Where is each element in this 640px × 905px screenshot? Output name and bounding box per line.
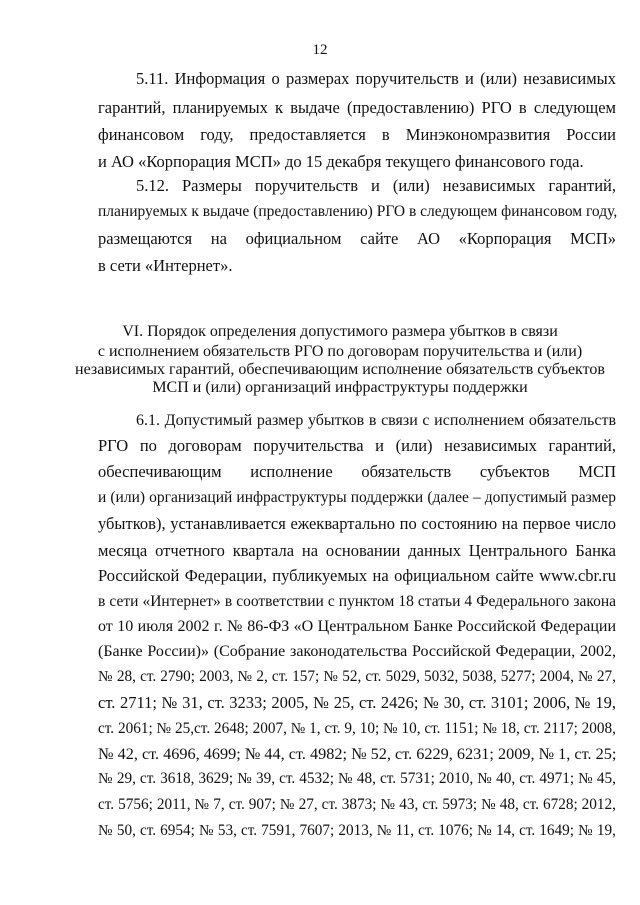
- paragraph-6-1-line: № 28, ст. 2790; 2003, № 2, ст. 157; № 52, ст. 5029, 5032, 5038, 5277; 2004, № 27,: [98, 668, 616, 685]
- paragraph-5-11-line: 5.11. Информация о размерах поручительств и (или) независимых: [136, 69, 616, 88]
- paragraph-6-1-line: ст. 5756; 2011, № 7, ст. 907; № 27, ст. 3873; № 43, ст. 5973; № 48, ст. 6728; 2012,: [98, 796, 616, 813]
- paragraph-5-12-line: планируемых к выдаче (предоставлению) РГО в следующем финансовом году,: [98, 203, 618, 220]
- paragraph-6-1-line: № 50, ст. 6954; № 53, ст. 7591, 7607; 2013, № 11, ст. 1076; № 14, ст. 1649; № 19,: [98, 822, 616, 839]
- chapter-heading-line: МСП и (или) организаций инфраструктуры поддержки: [152, 379, 528, 396]
- paragraph-6-1-line: Российской Федерации, публикуемых на официальном сайте www.cbr.ru: [98, 566, 616, 585]
- paragraph-6-1-line: от 10 июля 2002 г. № 86-ФЗ «О Центральном Банке Российской Федерации: [98, 618, 616, 635]
- paragraph-6-1-line: ст. 2711; № 31, ст. 3233; 2005, № 25, ст. 2426; № 30, ст. 3101; 2006, № 19,: [98, 693, 616, 712]
- chapter-heading-line: независимых гарантий, обеспечивающим исполнение обязательств субъектов: [75, 361, 605, 378]
- page-number: 12: [312, 42, 328, 58]
- paragraph-6-1-line: обеспечивающим исполнение обязательств субъектов МСП: [98, 462, 616, 481]
- chapter-heading-line: с исполнением обязательств РГО по договорам поручительства и (или): [97, 343, 583, 360]
- chapter-heading-line: VI. Порядок определения допустимого размера убытков в связи: [122, 323, 558, 340]
- paragraph-6-1-line: убытков), устанавливается ежеквартально по состоянию на первое число: [98, 514, 616, 533]
- paragraph-6-1-line: ст. 2061; № 25,ст. 2648; 2007, № 1, ст. 9, 10; № 10, ст. 1151; № 18, ст. 2117; 2008,: [98, 720, 616, 737]
- paragraph-6-1-line: месяца отчетного квартала на основании данных Центрального Банка: [98, 541, 616, 560]
- paragraph-6-1-line: 6.1. Допустимый размер убытков в связи с исполнением обязательств: [136, 412, 616, 429]
- paragraph-5-11-line: гарантий, планируемых к выдаче (предоставлению) РГО в следующем: [98, 98, 616, 117]
- paragraph-5-11-line: и АО «Корпорация МСП» до 15 декабря текущего финансового года.: [98, 152, 584, 171]
- paragraph-5-12-line: 5.12. Размеры поручительств и (или) независимых гарантий,: [136, 176, 616, 195]
- paragraph-5-12-line: в сети «Интернет».: [98, 256, 233, 275]
- paragraph-6-1-line: (Банке России)» (Собрание законодательства Российской Федерации, 2002,: [98, 643, 616, 660]
- paragraph-6-1-line: и (или) организаций инфраструктуры поддержки (далее – допустимый размер: [98, 489, 616, 506]
- paragraph-6-1-line: в сети «Интернет» в соответствии с пунктом 18 статьи 4 Федерального закона: [98, 593, 616, 610]
- paragraph-6-1-line: № 42, ст. 4696, 4699; № 44, ст. 4982; № 52, ст. 6229, 6231; 2009, № 1, ст. 25;: [98, 745, 617, 763]
- paragraph-5-12-line: размещаются на официальном сайте АО «Корпорация МСП»: [98, 229, 616, 248]
- paragraph-6-1-line: № 29, ст. 3618, 3629; № 39, ст. 4532; № 48, ст. 5731; 2010, № 40, ст. 4971; № 45,: [98, 770, 616, 787]
- paragraph-6-1-line: РГО по договорам поручительства и (или) независимых гарантий,: [98, 436, 616, 455]
- paragraph-5-11-line: финансовом году, предоставляется в Минэкономразвития России: [98, 125, 616, 144]
